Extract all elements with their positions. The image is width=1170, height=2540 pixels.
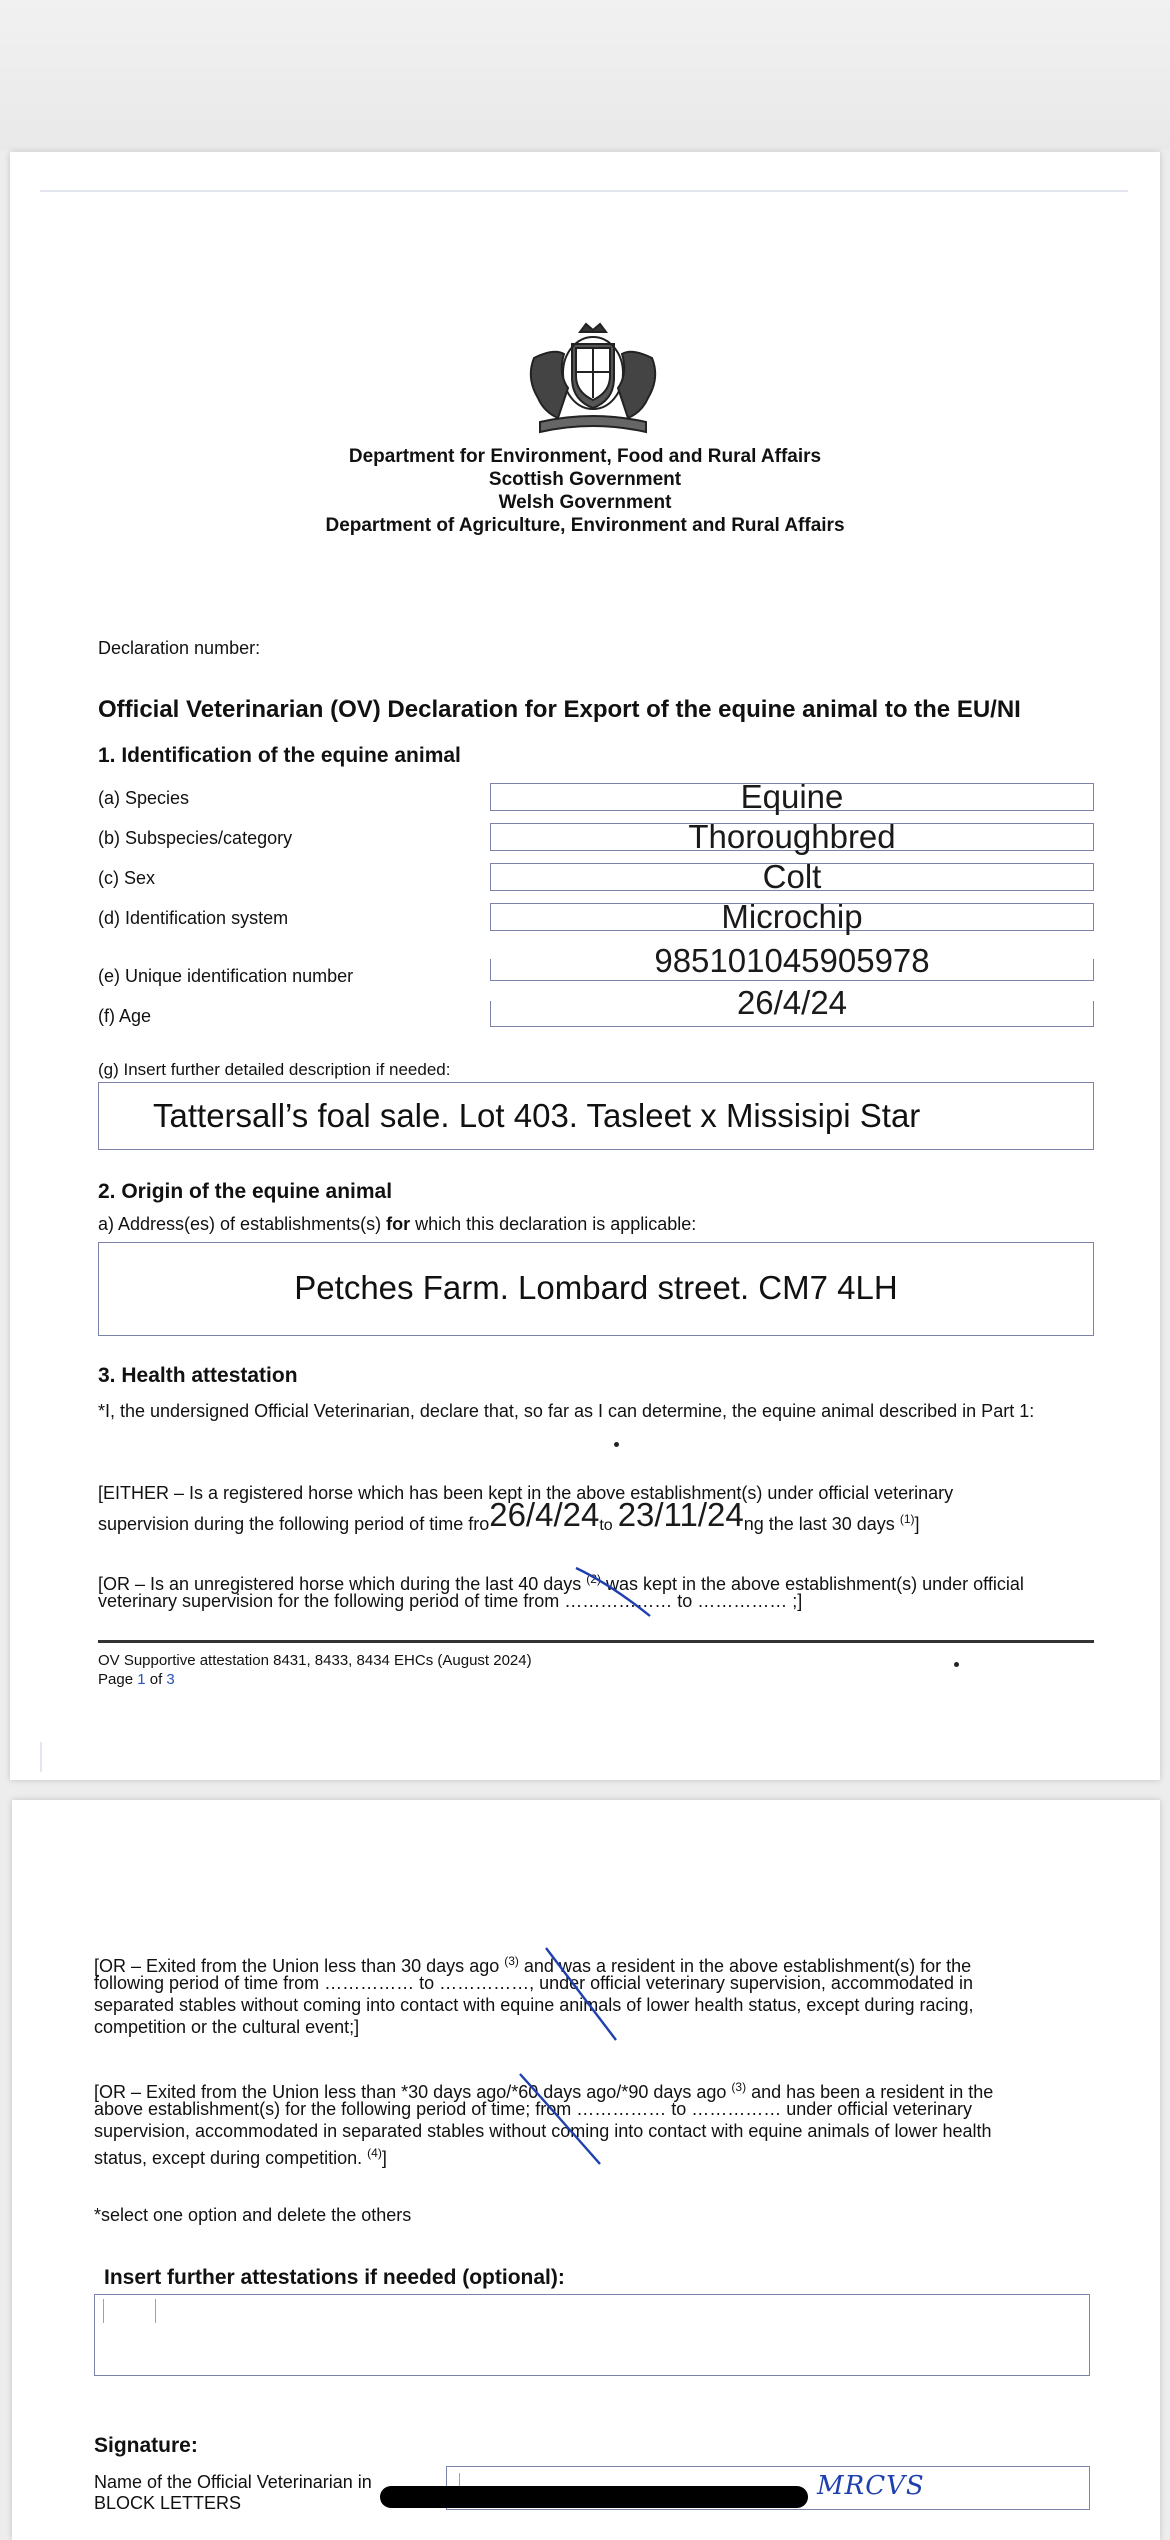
stray-dot: [614, 1442, 619, 1447]
royal-coat-of-arms-icon: [520, 318, 666, 438]
signature-label: Signature:: [94, 2434, 198, 2457]
section-1-heading: 1. Identification of the equine animal: [98, 744, 461, 767]
footer-attestation-reference: OV Supportive attestation 8431, 8433, 8434 EHCs (August 2024): [98, 1652, 532, 1669]
subspecies-field[interactable]: Thoroughbred: [490, 823, 1094, 851]
or-unregistered-footnote-ref: (2): [586, 1572, 601, 1586]
age-label: (f) Age: [98, 1006, 152, 1026]
department-name-scottish-government: Scottish Government: [488, 469, 682, 490]
section-3-heading: 3. Health attestation: [98, 1364, 298, 1387]
address-label-end: which this declaration is applicable:: [410, 1214, 697, 1234]
page-of-word: of: [149, 1671, 163, 1688]
species-field[interactable]: Equine: [490, 783, 1094, 811]
further-attestations-label: Insert further attestations if needed (optional):: [104, 2266, 565, 2289]
footer-rule: [98, 1640, 1094, 1643]
or-unregistered-text-end: was kept in the above establishment(s) under official: [600, 1574, 1024, 1594]
species-label: (a) Species: [98, 788, 190, 808]
text-cursor-mark-2: [155, 2299, 156, 2323]
further-description-value: Tattersall’s foal sale. Lot 403. Tasleet x Missisipi Star: [153, 1097, 921, 1134]
either-to-word: to: [599, 1517, 613, 1534]
screen-top-band: [0, 0, 1170, 150]
declaration-number-label: Declaration number:: [98, 638, 261, 658]
unique-id-label: (e) Unique identification number: [98, 966, 354, 986]
either-footnote-ref: (1): [899, 1512, 915, 1526]
page-word: Page: [98, 1671, 134, 1688]
address-label-bold: for: [386, 1214, 411, 1234]
further-attestations-box[interactable]: [94, 2294, 1090, 2376]
page-number: [98, 1671, 175, 1688]
or-exited-multi-last-footnote-ref: (4): [367, 2146, 382, 2160]
ov-name-label-line-1: Name of the Official Veterinarian in: [94, 2472, 372, 2492]
either-clause-line-1: [EITHER – Is a registered horse which has been kept in the above establishment(s) under official veterinary: [98, 1483, 954, 1503]
or-exited-multi-text-end: and has been a resident in the: [746, 2082, 994, 2102]
or-exited-30-line-4: competition or the cultural event;]: [94, 2017, 360, 2037]
stray-dot-footer: [954, 1662, 959, 1667]
either-clause-line-2: [98, 1496, 920, 1537]
department-name-welsh-government: Welsh Government: [498, 492, 672, 513]
or-exited-multi-line-4: [94, 2142, 387, 2169]
or-exited-multi-line-3: supervision, accommodated in separated stables without coming into contact with equine animals of lower health: [94, 2121, 992, 2141]
either-close-bracket: ]: [914, 1514, 920, 1534]
further-description-box[interactable]: [98, 1082, 1094, 1150]
document-page-1: [10, 152, 1160, 1780]
or-unregistered-text-start: [OR – Is an unregistered horse which during the last 40 days: [98, 1574, 587, 1594]
or-exited-multi-last-close: ]: [381, 2148, 387, 2168]
document-page-2: [12, 1800, 1160, 2540]
pen-strike-or-clause: [570, 1562, 660, 1622]
or-exited-multi-footnote-ref: (3): [731, 2080, 747, 2094]
either-clause-text-start: supervision during the following period of time fro: [98, 1514, 490, 1534]
either-to-date[interactable]: 23/11/24: [617, 1496, 744, 1533]
pen-strike-exited-multi-clause: [512, 2068, 612, 2172]
either-from-date[interactable]: 26/4/24: [489, 1496, 600, 1533]
page-current-link[interactable]: 1: [137, 1671, 146, 1688]
department-name-daera: Department of Agriculture, Environment and Rural Affairs: [325, 515, 845, 536]
ov-name-label-line-2: BLOCK LETTERS: [94, 2493, 242, 2513]
either-clause-text-end: ng the last 30 days: [743, 1514, 895, 1534]
select-option-note: *select one option and delete the others: [94, 2205, 412, 2225]
age-field[interactable]: 26/4/24: [490, 1001, 1094, 1027]
sex-field[interactable]: Colt: [490, 863, 1094, 891]
or-exited-30-line-2: following period of time from …………… to ……………, under official veterinary supervision, accommodated in: [94, 1973, 974, 1993]
subspecies-label: (b) Subspecies/category: [98, 828, 293, 848]
pen-strike-exited-30-clause: [538, 1940, 628, 2050]
or-exited-30-footnote-ref: (3): [504, 1954, 519, 1968]
address-label-start: a) Address(es) of establishments(s): [98, 1214, 387, 1234]
or-exited-multi-line-2: above establishment(s) for the following period of time; from …………… to …………… under official veterinary: [94, 2099, 973, 2119]
or-exited-multi-text-start: [OR – Exited from the Union less than *30 days ago/*60 days ago/*90 days ago: [94, 2082, 732, 2102]
further-description-label: (g) Insert further detailed description if needed:: [98, 1060, 451, 1079]
health-attestation-intro: *I, the undersigned Official Veterinarian, declare that, so far as I can determine, the equine animal described in Part 1:: [98, 1401, 1035, 1421]
ov-name-handwritten: MRCVS: [817, 2471, 925, 2501]
page-total-link[interactable]: 3: [166, 1671, 175, 1688]
redaction-bar: [380, 2486, 808, 2508]
or-exited-30-line-3: separated stables without coming into contact with equine animals of lower health status, except during racing,: [94, 1995, 974, 2015]
department-name-defra: Department for Environment, Food and Rural Affairs: [348, 446, 822, 467]
or-exited-30-text-end: and was a resident in the above establishment(s) for the: [518, 1956, 972, 1976]
section-2-heading: 2. Origin of the equine animal: [98, 1180, 393, 1203]
or-unregistered-line-2: veterinary supervision for the following period of time from ……………… to …………… ;]: [98, 1591, 803, 1611]
identification-system-field[interactable]: Microchip: [490, 903, 1094, 931]
page-edge-mark: [40, 1742, 42, 1772]
or-exited-multi-last-start: status, except during competition.: [94, 2148, 368, 2168]
text-cursor-mark: [103, 2299, 104, 2323]
page-top-rule: [40, 190, 1128, 192]
or-exited-30-text-start: [OR – Exited from the Union less than 30 days ago: [94, 1956, 505, 1976]
declaration-title: Official Veterinarian (OV) Declaration for Export of the equine animal to the EU/NI: [98, 696, 1021, 723]
address-label: [98, 1214, 696, 1235]
establishment-address-box[interactable]: [98, 1242, 1094, 1336]
identification-system-label: (d) Identification system: [98, 908, 289, 928]
ov-name-label: [94, 2472, 372, 2514]
unique-id-field[interactable]: 985101045905978: [490, 959, 1094, 981]
establishment-address-value: Petches Farm. Lombard street. CM7 4LH: [294, 1269, 898, 1306]
sex-label: (c) Sex: [98, 868, 156, 888]
